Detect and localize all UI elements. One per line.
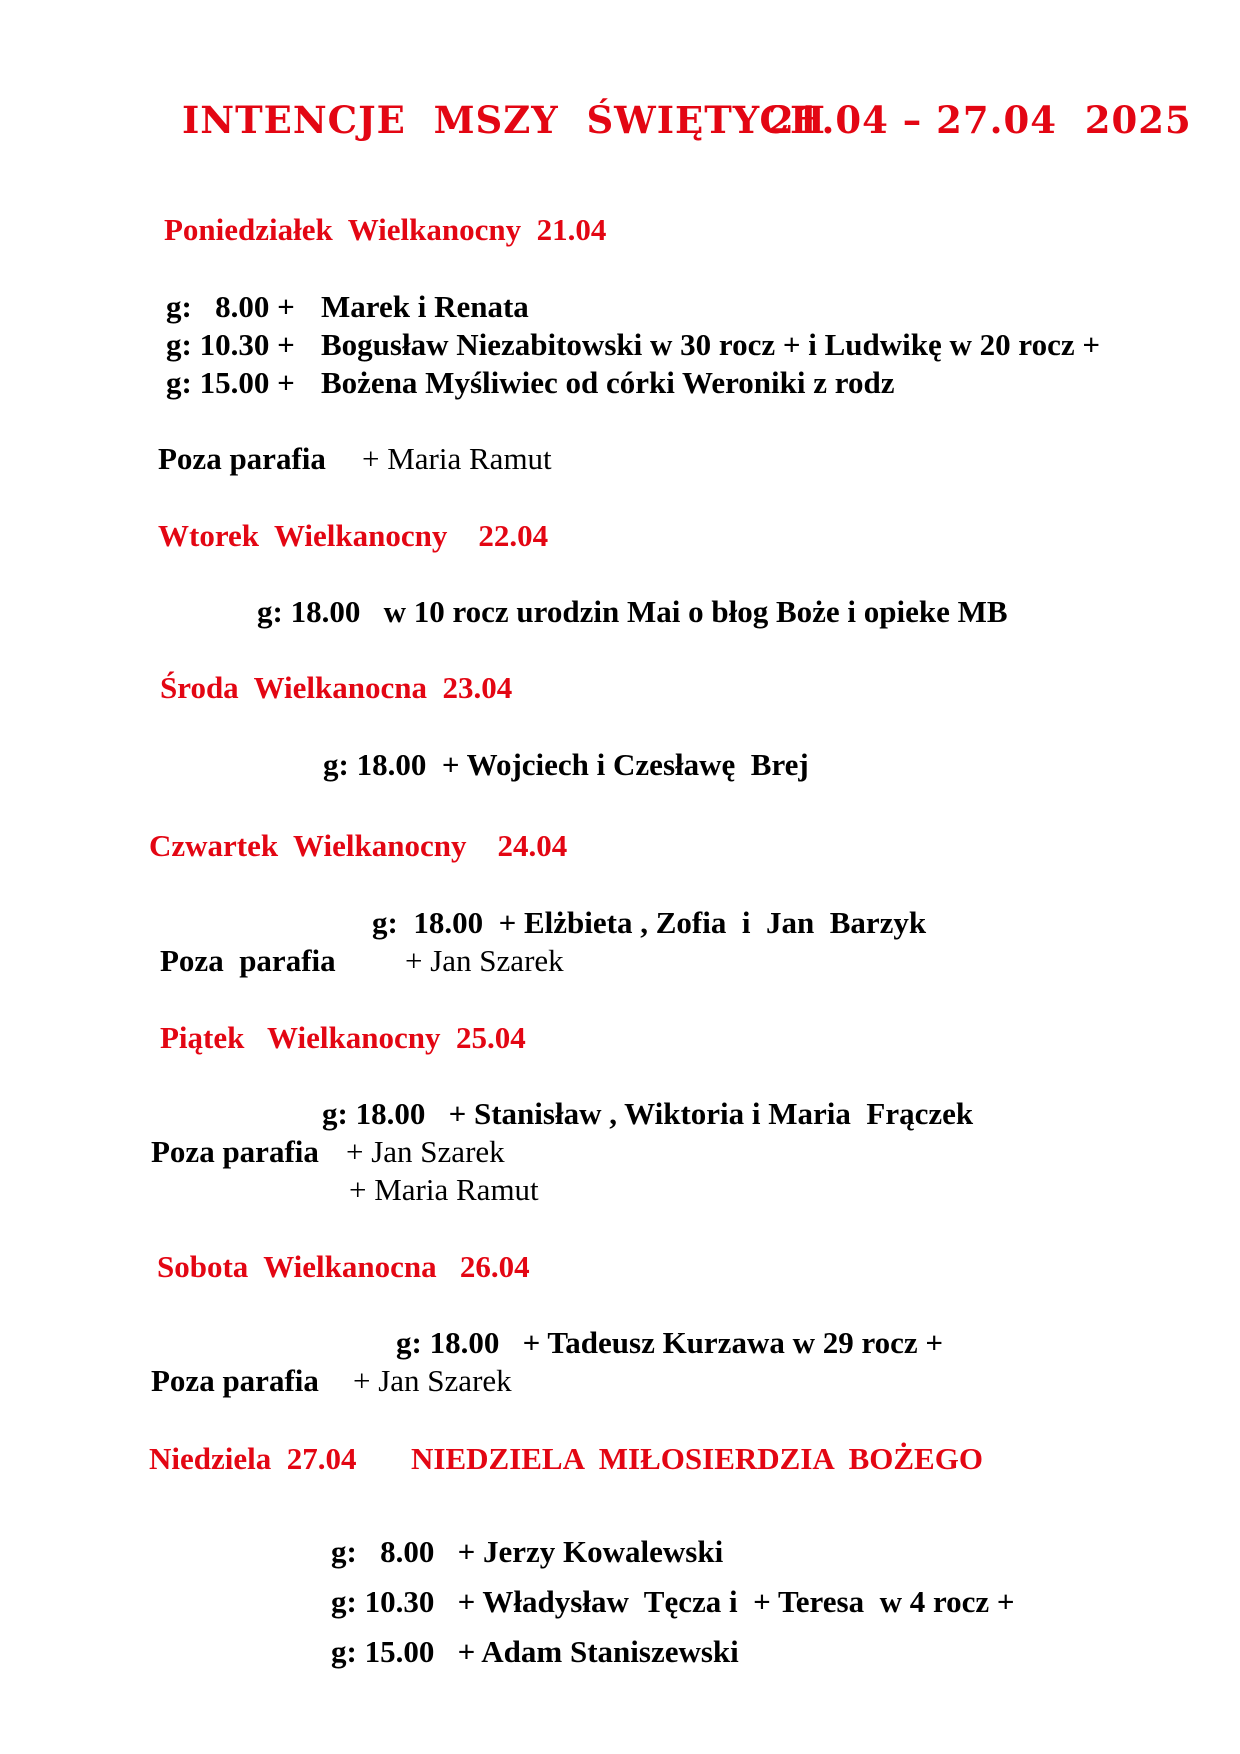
outside-parish-label: Poza parafia bbox=[160, 943, 336, 978]
mass-line: g: 18.00 + Tadeusz Kurzawa w 29 rocz + bbox=[396, 1325, 944, 1360]
outside-parish-intention: + Maria Ramut bbox=[349, 1172, 539, 1207]
mass-line: g: 8.00 + Jerzy Kowalewski bbox=[331, 1534, 724, 1569]
mass-intention: Marek i Renata bbox=[321, 289, 529, 324]
day-heading-saturday: Sobota Wielkanocna 26.04 bbox=[157, 1249, 530, 1284]
mass-time: g: 10.30 + bbox=[166, 327, 295, 362]
outside-parish-intention: + Jan Szarek bbox=[353, 1363, 512, 1398]
outside-parish-label: Poza parafia bbox=[158, 441, 326, 476]
page-title-dates: 21.04 – 27.04 2025 bbox=[768, 98, 1192, 142]
mass-line: g: 10.30 + Władysław Tęcza i + Teresa w 4 rocz + bbox=[331, 1584, 1015, 1619]
outside-parish-label: Poza parafia bbox=[151, 1363, 319, 1398]
page-title: INTENCJE MSZY ŚWIĘTYCH bbox=[182, 98, 826, 142]
day-heading-sunday: Niedziela 27.04 bbox=[149, 1441, 357, 1476]
outside-parish-label: Poza parafia bbox=[151, 1134, 319, 1169]
mass-line: g: 18.00 + Wojciech i Czesławę Brej bbox=[323, 747, 809, 782]
mass-time: g: 8.00 + bbox=[166, 289, 295, 324]
mass-line: g: 15.00 + Adam Staniszewski bbox=[331, 1634, 739, 1669]
outside-parish-intention: + Jan Szarek bbox=[346, 1134, 505, 1169]
day-heading-thursday: Czwartek Wielkanocny 24.04 bbox=[149, 828, 568, 863]
mass-time: g: 15.00 + bbox=[166, 365, 295, 400]
mass-line: g: 18.00 + Elżbieta , Zofia i Jan Barzyk bbox=[372, 905, 927, 940]
outside-parish-intention: + Jan Szarek bbox=[405, 943, 564, 978]
day-heading-tuesday: Wtorek Wielkanocny 22.04 bbox=[158, 518, 549, 553]
day-heading-wednesday: Środa Wielkanocna 23.04 bbox=[160, 670, 513, 705]
mass-line: g: 18.00 w 10 rocz urodzin Mai o błog Boże i opieke MB bbox=[257, 594, 1008, 629]
mass-intention: Bogusław Niezabitowski w 30 rocz + i Ludwikę w 20 rocz + bbox=[321, 327, 1101, 362]
day-heading-friday: Piątek Wielkanocny 25.04 bbox=[160, 1020, 526, 1055]
day-subheading-sunday: NIEDZIELA MIŁOSIERDZIA BOŻEGO bbox=[411, 1441, 983, 1476]
mass-line: g: 18.00 + Stanisław , Wiktoria i Maria Frączek bbox=[322, 1096, 974, 1131]
outside-parish-intention: + Maria Ramut bbox=[362, 441, 552, 476]
mass-intention: Bożena Myśliwiec od córki Weroniki z rodz bbox=[321, 365, 895, 400]
day-heading-monday: Poniedziałek Wielkanocny 21.04 bbox=[164, 212, 607, 247]
